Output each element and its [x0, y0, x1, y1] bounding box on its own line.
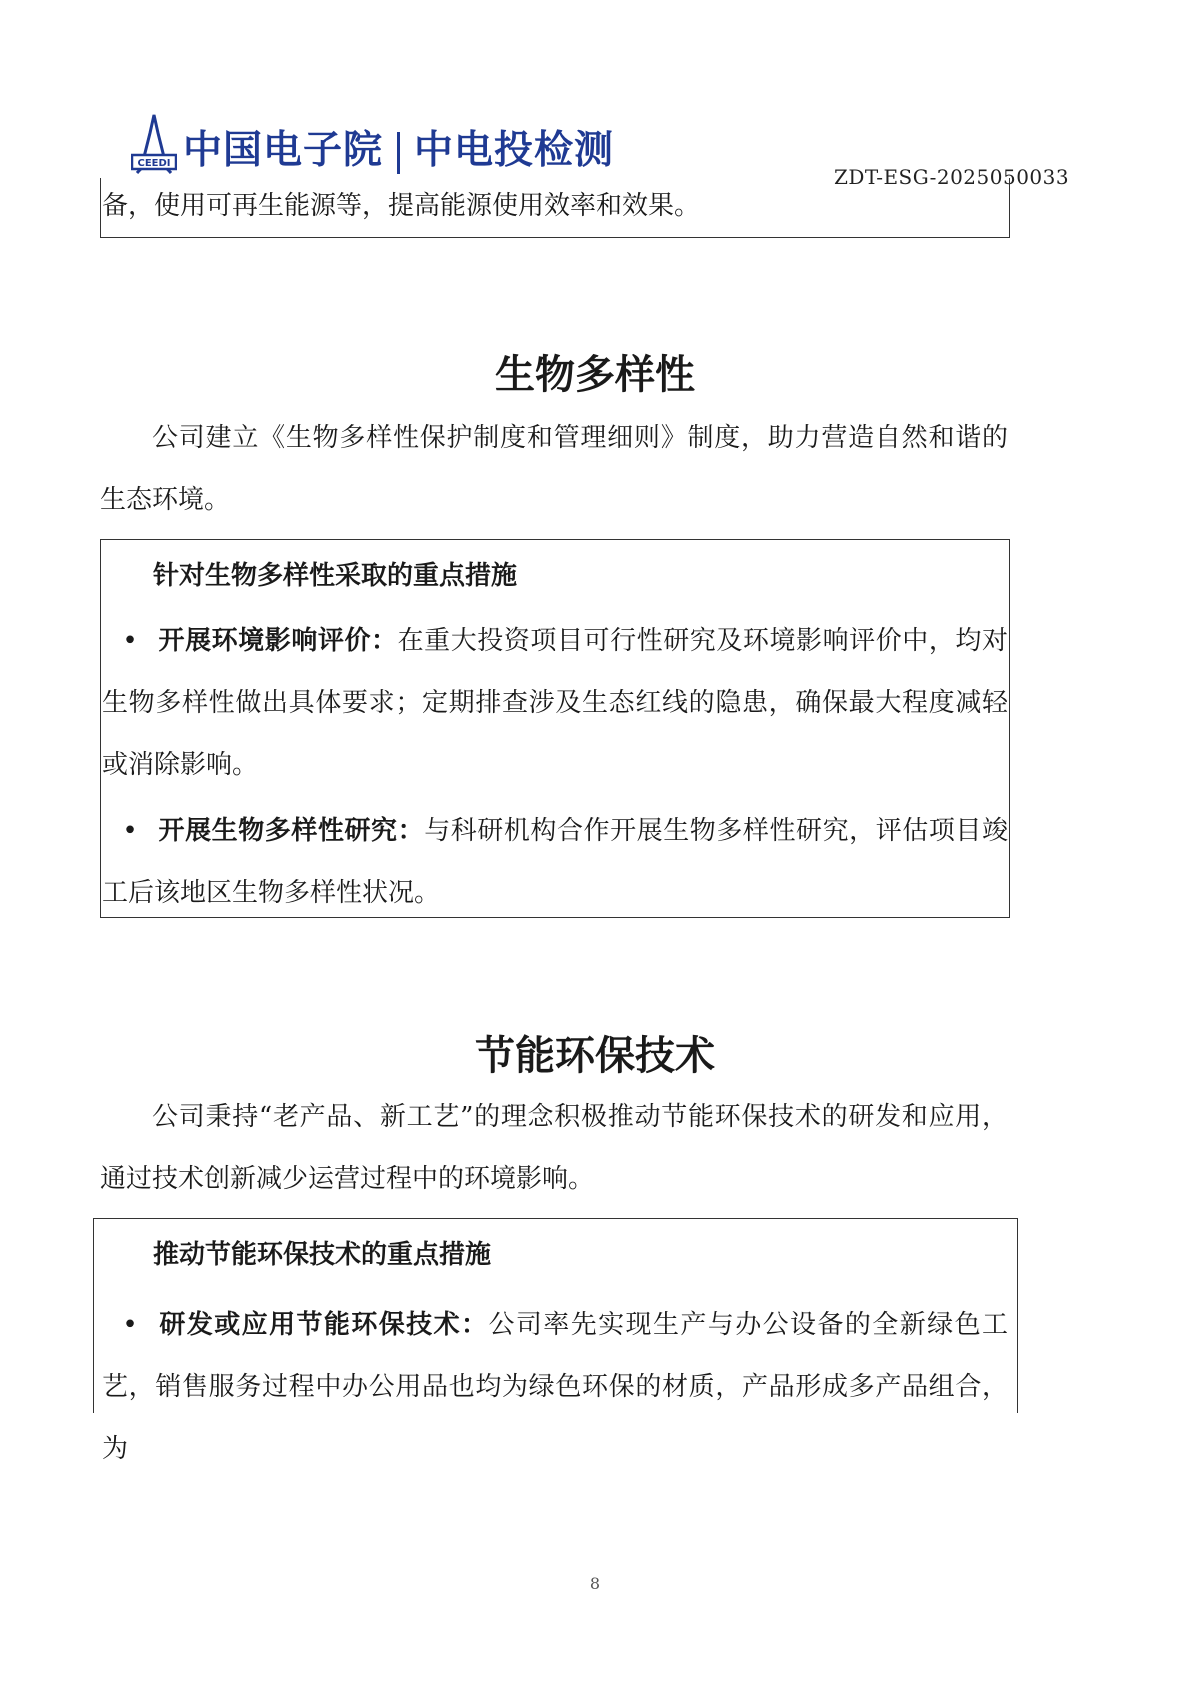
carryover-text: 备，使用可再生能源等，提高能源使用效率和效果。 [102, 191, 701, 221]
biodiversity-measure-item [102, 800, 1008, 924]
energy-measures-box [93, 1218, 1018, 1464]
logo-left-name: 中国电子院 [183, 128, 384, 173]
logo-text [183, 119, 614, 175]
measure-label: 开展环境影响评价： [158, 626, 398, 656]
measure-text: 公司率先实现生产与办公设备的全新绿色工艺，销售服务过程中办公用品也均为绿色环保的材质，产品形成多产品组合，为 [102, 1310, 1008, 1464]
measure-text: 在重大投资项目可行性研究及环境影响评价中，均对生物多样性做出具体要求；定期排查涉及生态红线的隐患，确保最大程度减轻或消除影响。 [102, 626, 1008, 780]
ceedi-emblem-icon [131, 113, 177, 181]
section-title-biodiversity: 生物多样性 [495, 351, 695, 398]
header-logo [131, 112, 614, 182]
logo-right-name: 中电投检测 [414, 128, 615, 173]
biodiversity-measures-box [100, 539, 1010, 918]
page-number: 8 [589, 1574, 601, 1593]
carryover-box [100, 178, 1010, 238]
energy-box-heading: 推动节能环保技术的重点措施 [153, 1240, 492, 1270]
measure-text: 与科研机构合作开展生物多样性研究，评估项目竣工后该地区生物多样性状况。 [102, 816, 1008, 908]
measure-label: 研发或应用节能环保技术： [158, 1310, 489, 1340]
energy-intro: 公司秉持“老产品、新工艺”的理念积极推动节能环保技术的研发和应用，通过技术创新减少运营过程中的环境影响。 [100, 1102, 1008, 1194]
emblem-label: CEEDI [137, 158, 171, 169]
biodiversity-box-heading: 针对生物多样性采取的重点措施 [153, 561, 518, 591]
biodiversity-intro: 公司建立《生物多样性保护制度和管理细则》制度，助力营造自然和谐的生态环境。 [100, 423, 1008, 515]
document-code: ZDT-ESG-2025050033 [834, 165, 1070, 189]
logo-divider [397, 132, 400, 174]
measure-label: 开展生物多样性研究： [158, 816, 425, 846]
section-title-energy-saving: 节能环保技术 [475, 1032, 715, 1079]
bullet-icon: • [122, 1310, 138, 1340]
bullet-icon: • [122, 626, 138, 656]
energy-measure-item [102, 1294, 1008, 1480]
bullet-icon: • [122, 816, 138, 846]
biodiversity-measure-item [102, 610, 1008, 796]
